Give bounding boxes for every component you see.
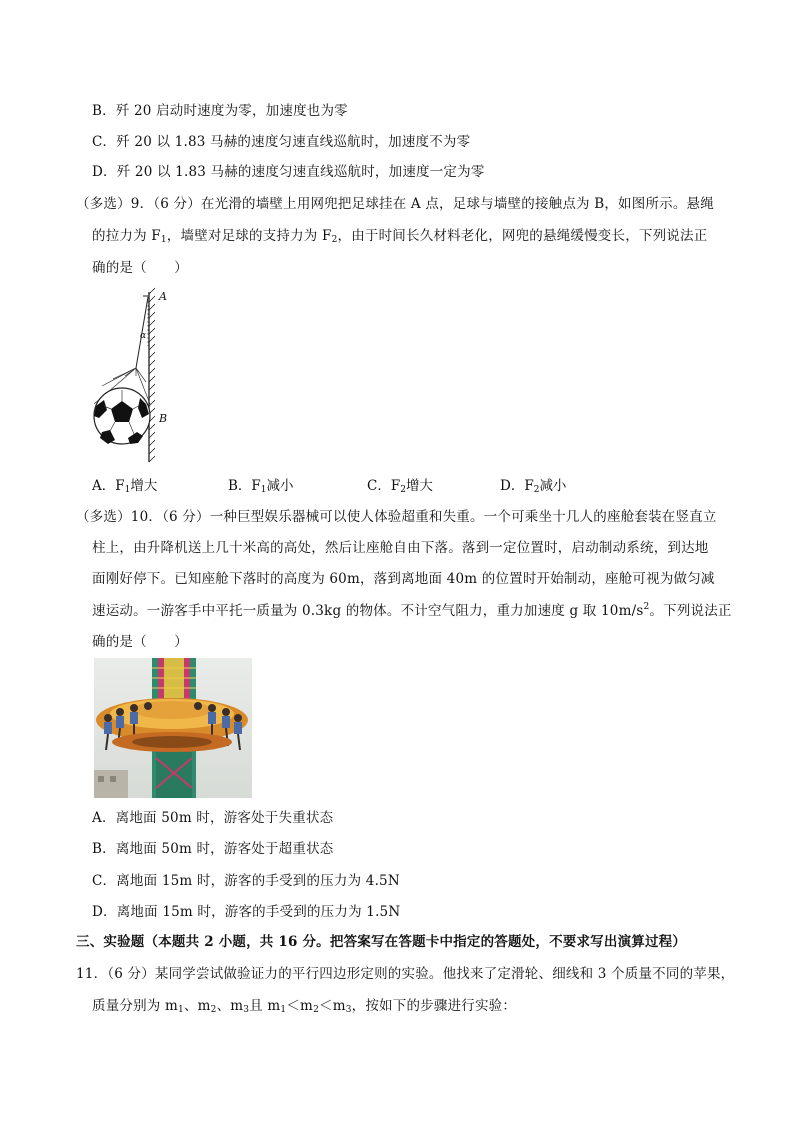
q10-option-d: D．离地面 15m 时，游客的手受到的压力为 1.5N — [92, 904, 401, 920]
q9-stem-line2: 的拉力为 $F_1$，墙壁对足球的支持力为 $F_2$，由于时间长久材料老化，网兜的悬绳缓慢变长，下列说法正 — [92, 228, 708, 245]
drop-tower-photo — [94, 658, 252, 798]
q10-stem-line3: 面刚好停下。已知座舱下落时的高度为 60m，落到离地面 40m 的位置时开始制动，座舱可视为做匀减 — [92, 571, 715, 587]
q10-stem-line5: 确的是（ ） — [92, 634, 188, 650]
q8-option-b: B．歼 20 启动时速度为零，加速度也为零 — [92, 103, 348, 119]
q9-option-b: B．$F_1$减小 — [228, 478, 294, 495]
q11-stem-line2: 质量分别为 $m_1$、$m_2$、$m_3$且 $m_1<m_2<m_3$，按如下的步骤进行实验： — [92, 998, 517, 1015]
label-b: B — [159, 412, 168, 425]
q9-option-d: D．$F_2$减小 — [500, 478, 567, 495]
q8-option-c: C．歼 20 以 1.83 马赫的速度匀速直线巡航时，加速度不为零 — [92, 134, 471, 150]
label-a: A — [159, 290, 167, 303]
q10-option-b: B．离地面 50m 时，游客处于超重状态 — [92, 841, 334, 857]
q10-option-a: A．离地面 50m 时，游客处于失重状态 — [92, 810, 334, 826]
football-wall-figure — [88, 286, 188, 466]
section-3-heading: 三、实验题（本题共 2 小题，共 16 分。把答案写在答题卡中指定的答题处，不要求写出演算过程） — [76, 934, 687, 950]
q9-option-c: C．$F_2$增大 — [367, 478, 433, 495]
q9-stem-line3: 确的是（ ） — [92, 260, 188, 276]
q10-stem-line1: （多选）10．（6 分）一种巨型娱乐器械可以使人体验超重和失重。一个可乘坐十几人的座舱套装在竖直立 — [76, 509, 717, 525]
q11-stem-line1: 11．（6 分）某同学尝试做验证力的平行四边形定则的实验。他找来了定滑轮、细线和 3 个质量不同的苹果， — [76, 966, 735, 982]
q10-stem-line4: 速运动。一游客手中平托一质量为 0.3kg 的物体。不计空气阻力，重力加速度 g 取 $10m/s^2$。下列说法正 — [92, 602, 732, 619]
label-alpha: α — [140, 331, 147, 341]
q10-stem-line2: 柱上，由升降机送上几十米高的高处，然后让座舱自由下落。落到一定位置时，启动制动系统，到达地 — [92, 540, 709, 556]
q9-stem-line1: （多选）9．（6 分）在光滑的墙壁上用网兜把足球挂在 A 点，足球与墙壁的接触点为 B，如图所示。悬绳 — [76, 196, 714, 212]
q10-option-c: C．离地面 15m 时，游客的手受到的压力为 4.5N — [92, 873, 400, 889]
q8-option-d: D．歼 20 以 1.83 马赫的速度匀速直线巡航时，加速度一定为零 — [92, 164, 485, 180]
q9-option-a: A．$F_1$增大 — [92, 478, 158, 495]
